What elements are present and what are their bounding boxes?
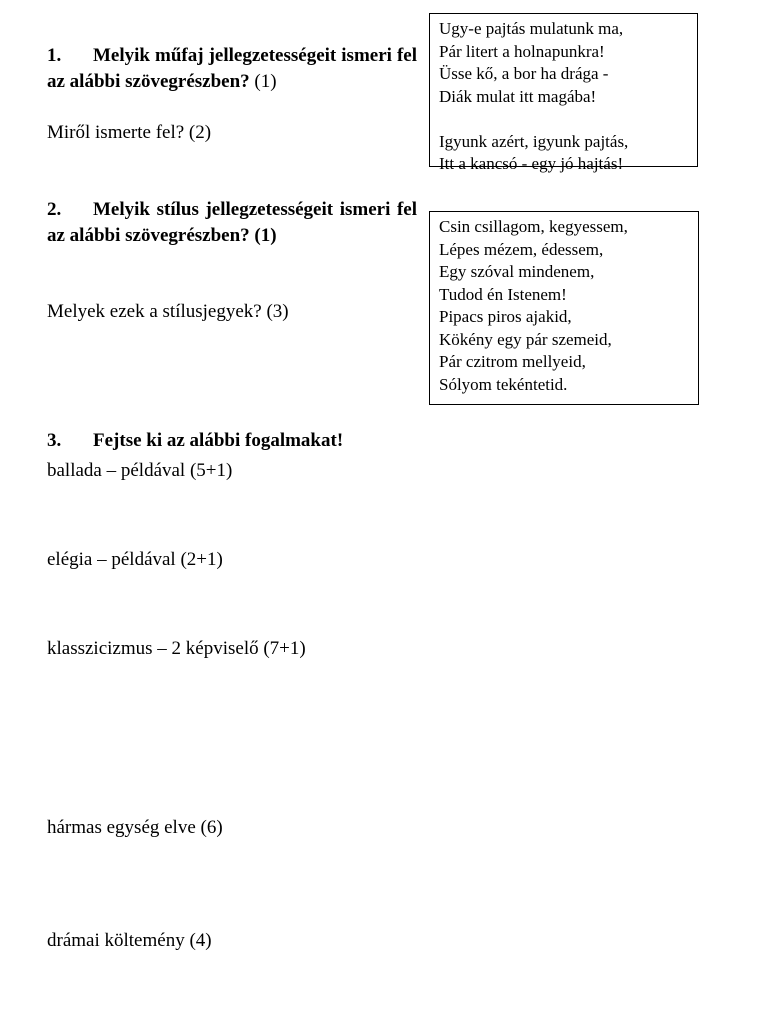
poem-1-line: Üsse kő, a bor ha drága - [439,64,609,83]
poem-1-blank-line [439,108,688,131]
question-1-followup: Miről ismerte fel? (2) [47,122,212,143]
poem-1-line: Pár litert a holnapunkra! [439,41,605,61]
poem-2-line: Pipacs piros ajakid, [439,307,572,326]
term-klasszicizmus: klasszicizmus – 2 képviselő (7+1) [47,638,306,659]
poem-2-line: Csin csillagom, kegyessem, [439,217,628,236]
question-3-text: Fejtse ki az alábbi fogalmakat! [93,430,344,451]
poem-2-line: Sólyom tekéntetid. [439,374,568,394]
term-harmas-egyseg: hármas egység elve (6) [47,817,223,838]
poem-2-line: Kökény egy pár szemeid, [439,329,612,349]
question-1-title [47,43,417,95]
poem-2-line: Egy szóval mindenem, [439,262,595,281]
question-2-text: Melyik stílus jellegzetességeit ismeri fel az alábbi szövegrészben? (1) [47,199,417,246]
poem-box-2 [429,211,699,405]
poem-2-line: Tudod én Istenem! [439,284,567,304]
poem-box-1 [429,13,698,173]
question-3-number: 3. [47,430,62,451]
question-1-number: 1. [47,45,62,66]
poem-1-line: Ugy-e pajtás mulatunk ma, [439,19,624,38]
poem-1-line: Diák mulat itt magába! [439,86,597,106]
question-3-title [47,428,417,454]
poem-2-line: Pár czitrom mellyeid, [439,352,586,371]
poem-1-line: Igyunk azért, igyunk pajtás, [439,131,629,151]
question-1-text: Melyik műfaj jellegzetességeit ismeri fel az alábbi szövegrészben? [47,45,417,92]
question-2-title [47,197,417,249]
question-2-followup: Melyek ezek a stílusjegyek? (3) [47,301,289,322]
term-elegia: elégia – példával (2+1) [47,549,223,570]
term-dramai-koltemeny: drámai költemény (4) [47,930,212,951]
term-ballada: ballada – példával (5+1) [47,460,233,481]
poem-1-line: Itt a kancsó - egy jó hajtás! [439,154,624,173]
question-1-points: (1) [254,71,277,92]
poem-2-line: Lépes mézem, édessem, [439,239,604,259]
question-2-number: 2. [47,199,62,220]
